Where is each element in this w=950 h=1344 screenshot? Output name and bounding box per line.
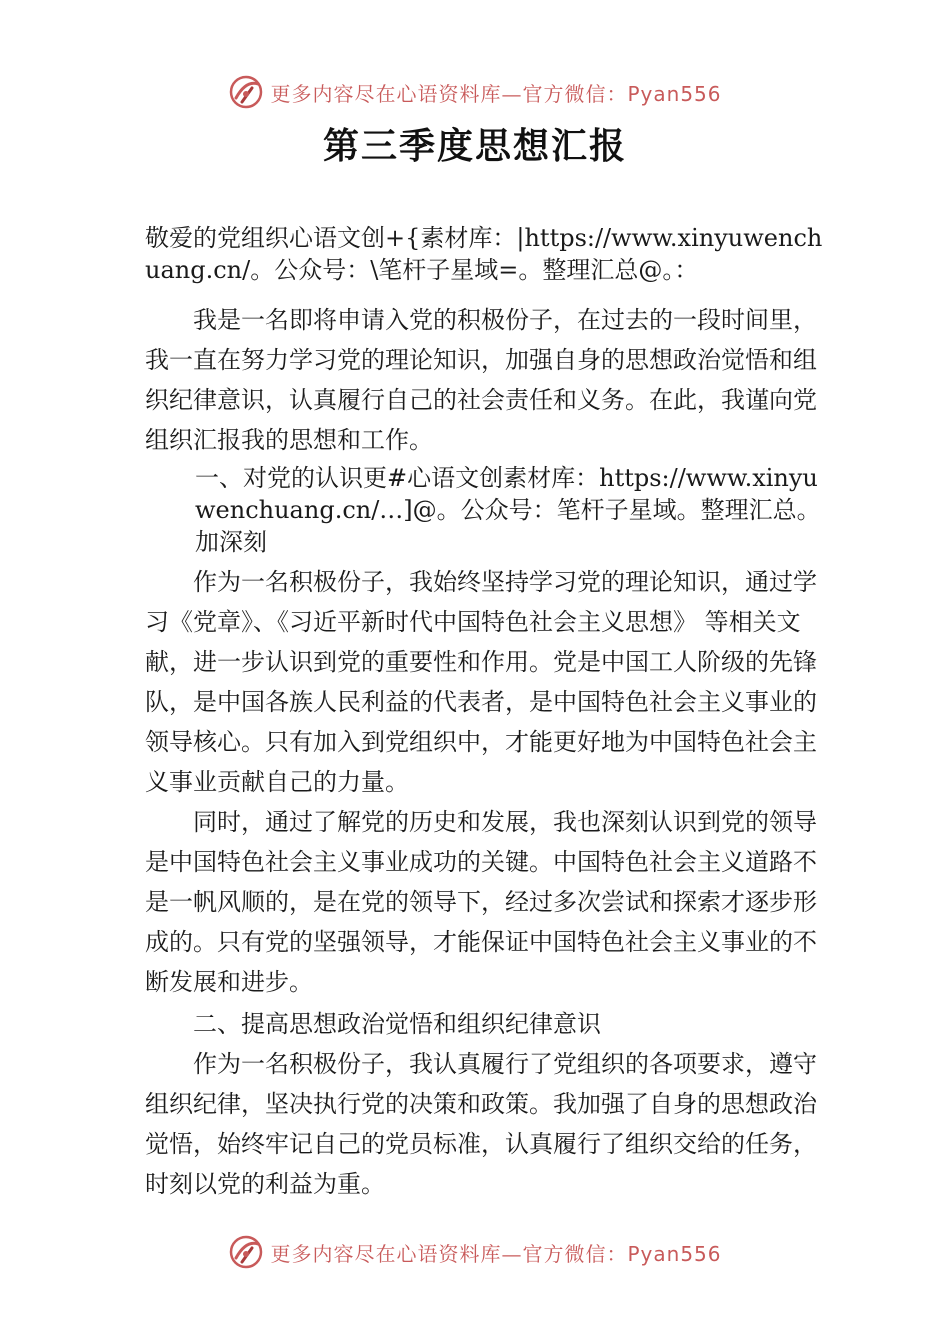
paragraph-2: 作为一名积极份子，我始终坚持学习党的理论知识，通过学习《党章》、《习近平新时代中国特色社会主义思想》 等相关文献，进一步认识到党的重要性和作用。党是中国工人阶级的先锋队，是中国各族人民利益的代表者，是中国特色社会主义事业的领导核心。只有加入到党组织中，才能更好地为中国特色社会主义事业贡献自己的力量。	[145, 568, 817, 796]
banner-text	[270, 78, 721, 107]
paragraph-3: 同时，通过了解党的历史和发展，我也深刻认识到党的领导是中国特色社会主义事业成功的关键。中国特色社会主义道路不是一帆风顺的，是在党的领导下，经过多次尝试和探索才逐步形成的。只有党的坚强领导，才能保证中国特色社会主义事业的不断发展和进步。	[145, 808, 817, 996]
banner-label: 更多内容尽在心语资料库—官方微信：	[270, 1241, 628, 1266]
section-heading-2: 二、提高思想政治觉悟和组织纪律意识	[193, 1010, 601, 1038]
paragraph-1: 我是一名即将申请入党的积极份子，在过去的一段时间里，我一直在努力学习党的理论知识，加强自身的思想政治觉悟和组织纪律意识，认真履行自己的社会责任和义务。在此，我谨向党组织汇报我的思想和工作。	[145, 306, 817, 454]
banner-text	[270, 1238, 721, 1267]
greeting: 敬爱的党组织心语文创+{素材库：|https://www.xinyuwenchuang.cn/。公众号：\笔杆子星域=。整理汇总@。：	[145, 224, 823, 284]
footer-banner	[0, 1232, 950, 1272]
section-heading-1: 一、对党的认识更#心语文创素材库：https://www.xinyuwenchuang.cn/…]@。公众号：笔杆子星域。整理汇总。加深刻	[195, 464, 821, 556]
paragraph-4: 作为一名积极份子，我认真履行了党组织的各项要求，遵守组织纪律，坚决执行党的决策和政策。我加强了自身的思想政治觉悟，始终牢记自己的党员标准，认真履行了组织交给的任务，时刻以党的利益为重。	[145, 1050, 817, 1198]
document-title: 第三季度思想汇报	[322, 125, 627, 167]
banner-label: 更多内容尽在心语资料库—官方微信：	[270, 81, 628, 106]
document-body	[145, 222, 835, 1204]
brand-logo-icon	[228, 74, 264, 110]
wechat-id: Pyan556	[627, 81, 722, 106]
brand-logo-icon	[228, 1234, 264, 1270]
header-banner	[0, 72, 950, 112]
wechat-id: Pyan556	[627, 1241, 722, 1266]
